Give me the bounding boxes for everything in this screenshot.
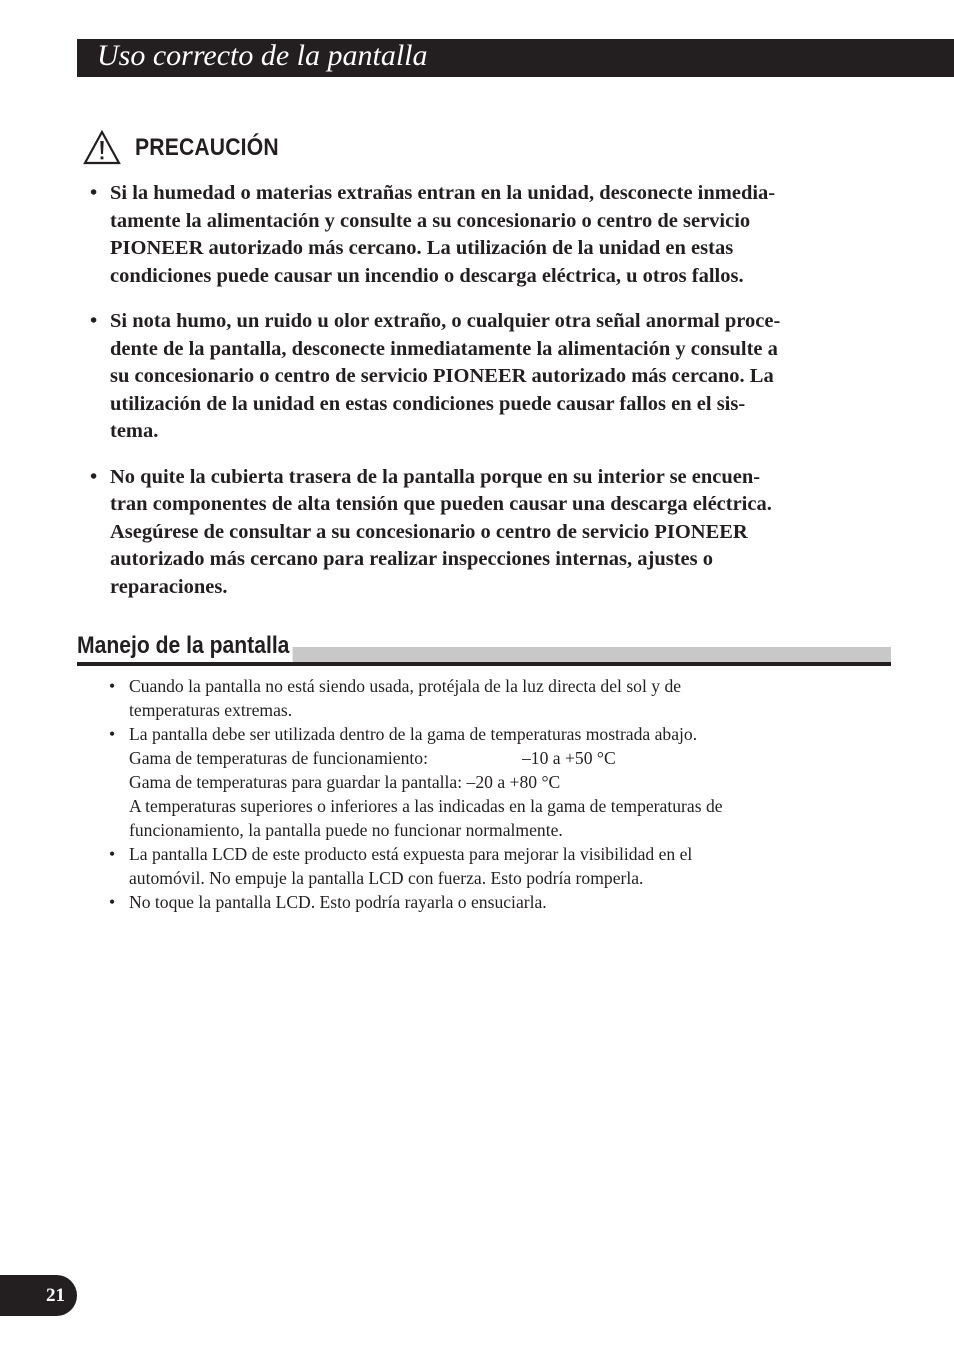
caution-item-rear-cover	[90, 464, 860, 602]
bullet: •	[90, 465, 98, 488]
text-line: No quite la cubierta trasera de la pantalla porque en su interior se encuen-	[110, 465, 761, 488]
text-line: reparaciones.	[110, 575, 228, 598]
text-line: No toque la pantalla LCD. Esto podría rayarla o ensuciarla.	[129, 892, 547, 912]
text-line: automóvil. No empuje la pantalla LCD con fuerza. Esto podría romperla.	[129, 868, 644, 888]
note-item-lcd-exposed	[109, 842, 869, 890]
text-line: condiciones puede causar un incendio o descarga eléctrica, u otros fallos.	[110, 264, 744, 287]
bullet: •	[109, 844, 116, 864]
bullet: •	[90, 310, 98, 332]
note-item-sunlight	[109, 674, 869, 722]
text-line: Si nota humo, un ruido u olor extraño, o cualquier otra señal anormal proce-	[110, 310, 781, 332]
caution-item-smoke	[90, 308, 860, 446]
note-item-do-not-touch	[109, 890, 869, 914]
storage-temperature-label: Gama de temperaturas para guardar la pantalla:	[129, 772, 463, 792]
text-line: La pantalla debe ser utilizada dentro de la gama de temperaturas mostrada abajo.	[129, 724, 698, 744]
page-number: 21	[46, 1285, 65, 1306]
page-title: Uso correcto de la pantalla	[97, 39, 428, 72]
header-bar	[77, 39, 954, 77]
text-line: temperaturas extremas.	[129, 700, 293, 720]
warning-triangle-icon	[83, 130, 121, 166]
operating-temperature-label: Gama de temperaturas de funcionamiento:	[129, 748, 428, 768]
bullet: •	[109, 724, 116, 744]
text-line: tamente la alimentación y consulte a su concesionario o centro de servicio	[110, 209, 751, 232]
storage-temperature-row	[129, 770, 869, 794]
caution-list	[90, 180, 860, 619]
handling-notes-list	[109, 674, 869, 914]
text-line: tema.	[110, 420, 159, 442]
section-rule	[77, 662, 891, 666]
text-line: Cuando la pantalla no está siendo usada, protéjala de la luz directa del sol y de	[129, 676, 682, 696]
text-line: La pantalla LCD de este producto está expuesta para mejorar la visibilidad en el	[129, 844, 693, 864]
operating-temperature-range: –10 a +50 °C	[522, 748, 616, 768]
text-line: funcionamiento, la pantalla puede no funcionar normalmente.	[129, 820, 563, 840]
text-line: autorizado más cercano para realizar inspecciones internas, ajustes o	[110, 548, 713, 570]
text-line: tran componentes de alta tensión que pueden causar una descarga eléctrica.	[110, 493, 772, 515]
text-line: A temperaturas superiores o inferiores a las indicadas en la gama de temperaturas de	[129, 796, 723, 816]
bullet: •	[109, 676, 116, 696]
text-line: dente de la pantalla, desconecte inmediatamente la alimentación y consulte a	[110, 337, 778, 360]
text-line: Si la humedad o materias extrañas entran en la unidad, desconecte inmedia-	[110, 182, 776, 204]
page-number-tab	[0, 1275, 77, 1316]
caution-heading	[83, 128, 298, 168]
section-heading	[77, 628, 891, 668]
section-title: Manejo de la pantalla	[77, 630, 293, 662]
bullet: •	[90, 182, 98, 204]
caution-item-humidity	[90, 180, 860, 290]
text-line: su concesionario o centro de servicio PIONEER autorizado más cercano. La	[110, 365, 774, 387]
bullet: •	[109, 892, 116, 912]
storage-temperature-range: –20 a +80 °C	[466, 772, 561, 792]
caution-title: PRECAUCIÓN	[135, 134, 279, 161]
operating-temperature-row	[129, 746, 869, 770]
text-line: PIONEER autorizado más cercano. La utilización de la unidad en estas	[110, 237, 734, 259]
text-line: Asegúrese de consultar a su concesionario o centro de servicio PIONEER	[110, 520, 748, 543]
note-item-temperature	[109, 722, 869, 842]
text-line: utilización de la unidad en estas condiciones puede causar fallos en el sis-	[110, 392, 746, 415]
